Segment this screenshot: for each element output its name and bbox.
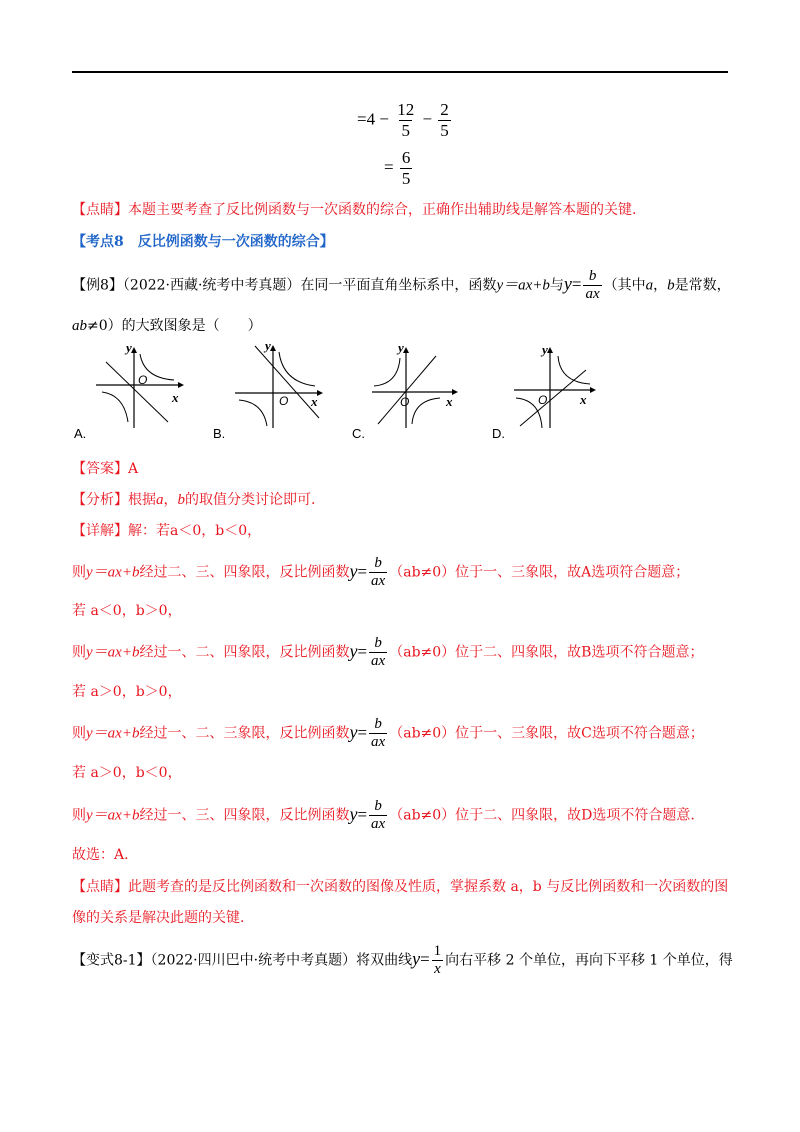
analysis-text: 的取值分类讨论即可. [185, 492, 316, 508]
fraction-b-ax [583, 268, 601, 303]
denominator: ax [371, 573, 386, 589]
answer: 【答案】A [72, 461, 139, 477]
y-axis-label: y [398, 340, 404, 355]
linear-function: y＝ax+b [86, 644, 140, 661]
equals-sign: = [357, 641, 368, 661]
y-axis-label: y [126, 340, 132, 355]
math-y: y [349, 640, 358, 661]
detail-text: （ab≠0）位于一、三象限，故C选项不符合题意； [389, 725, 704, 742]
option-c-label[interactable]: C. [352, 426, 365, 441]
linear-function: y＝ax+b [86, 564, 140, 581]
origin-label: O [400, 395, 410, 409]
fraction-b-ax [369, 635, 387, 670]
y-axis-label: y [542, 342, 548, 357]
equals-sign: = [384, 157, 394, 177]
fraction-6-5 [400, 148, 413, 189]
graph-option-d[interactable] [510, 342, 610, 430]
detail-case-4 [72, 798, 695, 833]
variant-text: 【变式8-1】（2022·四川巴中·统考中考真题）将双曲线 [72, 952, 413, 969]
comment-2-line-1: 【点睛】此题考查的是反比例函数和一次函数的图像及性质，掌握系数 a，b 与反比例函数和一次函数的图 [72, 879, 729, 895]
comment-1: 【点睛】本题主要考查了反比例函数与一次函数的综合，正确作出辅助线是解答本题的关键. [72, 202, 637, 218]
calc-line-2 [384, 148, 414, 189]
origin-label: O [138, 373, 148, 387]
linear-function: y＝ax+b [496, 277, 550, 294]
var-ab: ab [72, 318, 87, 334]
x-axis-label: x [580, 392, 587, 407]
example-line-2 [72, 316, 262, 336]
equals-sign: = [420, 949, 430, 969]
x-axis-label: x [446, 394, 453, 409]
fraction-b-ax [369, 716, 387, 751]
example-text: （其中 [603, 277, 646, 294]
comment-2-line-2: 像的关系是解决此题的关键. [72, 910, 245, 926]
example-line-1 [72, 268, 731, 303]
math-y: y [349, 721, 358, 742]
numerator: 12 [397, 100, 415, 119]
denominator: x [434, 961, 441, 977]
var-a: a [156, 492, 164, 508]
numerator: 6 [401, 148, 411, 167]
linear-function: y＝ax+b [86, 725, 140, 742]
detail-text: 经过二、三、四象限，反比例函数 [139, 564, 350, 581]
denominator: ax [371, 734, 386, 750]
option-b-label[interactable]: B. [213, 426, 226, 441]
detail-head [72, 521, 261, 541]
detail-text: （ab≠0）位于一、三象限，故A选项符合题意； [389, 564, 690, 581]
var-b: b [177, 492, 185, 508]
analysis [72, 490, 315, 510]
example-text: 与 [549, 277, 564, 294]
section-heading: 【考点8 反比例函数与一次函数的综合】 [72, 234, 334, 250]
graph-option-c[interactable] [368, 340, 468, 430]
variant-8-1 [72, 943, 733, 978]
option-a-label[interactable]: A. [74, 426, 87, 441]
numerator: b [588, 268, 597, 284]
equals-sign: = [571, 274, 582, 294]
origin-label: O [279, 394, 289, 408]
numerator: b [374, 635, 382, 651]
fraction-b-ax [369, 798, 387, 833]
var-b: b [667, 277, 675, 294]
detail-text: （ab≠0）位于二、四象限，故D选项不符合题意. [389, 807, 695, 824]
case-1-condition: a＜0，b＜0， [170, 523, 262, 539]
math-y: y [412, 948, 421, 969]
denominator: 5 [440, 121, 449, 140]
detail-text: 则 [72, 644, 86, 661]
example-text: ≠0）的大致图象是（ ） [87, 318, 262, 334]
numerator: b [374, 798, 382, 814]
var-a: a [645, 277, 654, 294]
detail-text: 则 [72, 807, 86, 824]
numerator: 1 [433, 943, 442, 959]
detail-text: 经过一、二、四象限，反比例函数 [139, 644, 350, 661]
x-axis-label: x [311, 394, 318, 409]
option-d-label[interactable]: D. [492, 426, 505, 441]
calc-line-1 [357, 100, 453, 141]
fraction-12-5 [395, 100, 416, 141]
x-axis-label: x [172, 390, 179, 405]
example-text: 是常数， [674, 277, 731, 294]
denominator: 5 [401, 169, 411, 188]
equals-sign: = [357, 722, 368, 742]
math-y: y [349, 560, 358, 581]
denominator: ax [371, 653, 386, 669]
case-4-condition: 若 a＞0，b＜0， [72, 765, 182, 781]
denominator: 5 [401, 121, 410, 140]
fraction-2-5 [438, 100, 451, 141]
numerator: b [374, 555, 382, 571]
analysis-text: 【分析】根据 [72, 492, 156, 508]
graph-option-b[interactable] [233, 338, 333, 430]
detail-text: 经过一、三、四象限，反比例函数 [139, 807, 350, 824]
numerator: b [374, 716, 382, 732]
detail-text: 【详解】解：若 [72, 523, 170, 539]
detail-text: （ab≠0）位于二、四象限，故B选项不符合题意； [389, 644, 704, 661]
equals-sign: = [357, 804, 368, 824]
conclusion: 故选：A. [72, 847, 129, 863]
header-rule [72, 71, 728, 73]
denominator: ax [585, 286, 600, 302]
calc-prefix: =4 − [357, 109, 389, 129]
example-text: 【例8】（2022·西藏·统考中考真题）在同一平面直角坐标系中，函数 [72, 277, 497, 294]
denominator: ax [371, 816, 386, 832]
origin-label: O [538, 393, 548, 407]
detail-text: 经过一、二、三象限，反比例函数 [139, 725, 350, 742]
numerator: 2 [440, 100, 449, 119]
fraction-b-ax [369, 555, 387, 590]
comma: ， [163, 492, 178, 508]
variant-text: 向右平移 2 个单位，再向下平移 1 个单位，得 [445, 952, 733, 969]
detail-case-1 [72, 555, 689, 590]
detail-case-3 [72, 716, 704, 751]
minus-sign: − [422, 109, 433, 129]
equals-sign: = [357, 561, 368, 581]
detail-case-2 [72, 635, 703, 670]
comma: ， [653, 277, 668, 294]
math-y: y [349, 803, 358, 824]
case-2-condition: 若 a＜0，b＞0， [72, 603, 182, 619]
linear-function: y＝ax+b [86, 807, 140, 824]
graph-option-a[interactable] [94, 340, 194, 430]
math-y: y [563, 273, 572, 294]
y-axis-label: y [265, 338, 271, 353]
detail-text: 则 [72, 725, 86, 742]
case-3-condition: 若 a＞0，b＞0， [72, 684, 182, 700]
fraction-1-x [432, 943, 444, 978]
detail-text: 则 [72, 564, 86, 581]
